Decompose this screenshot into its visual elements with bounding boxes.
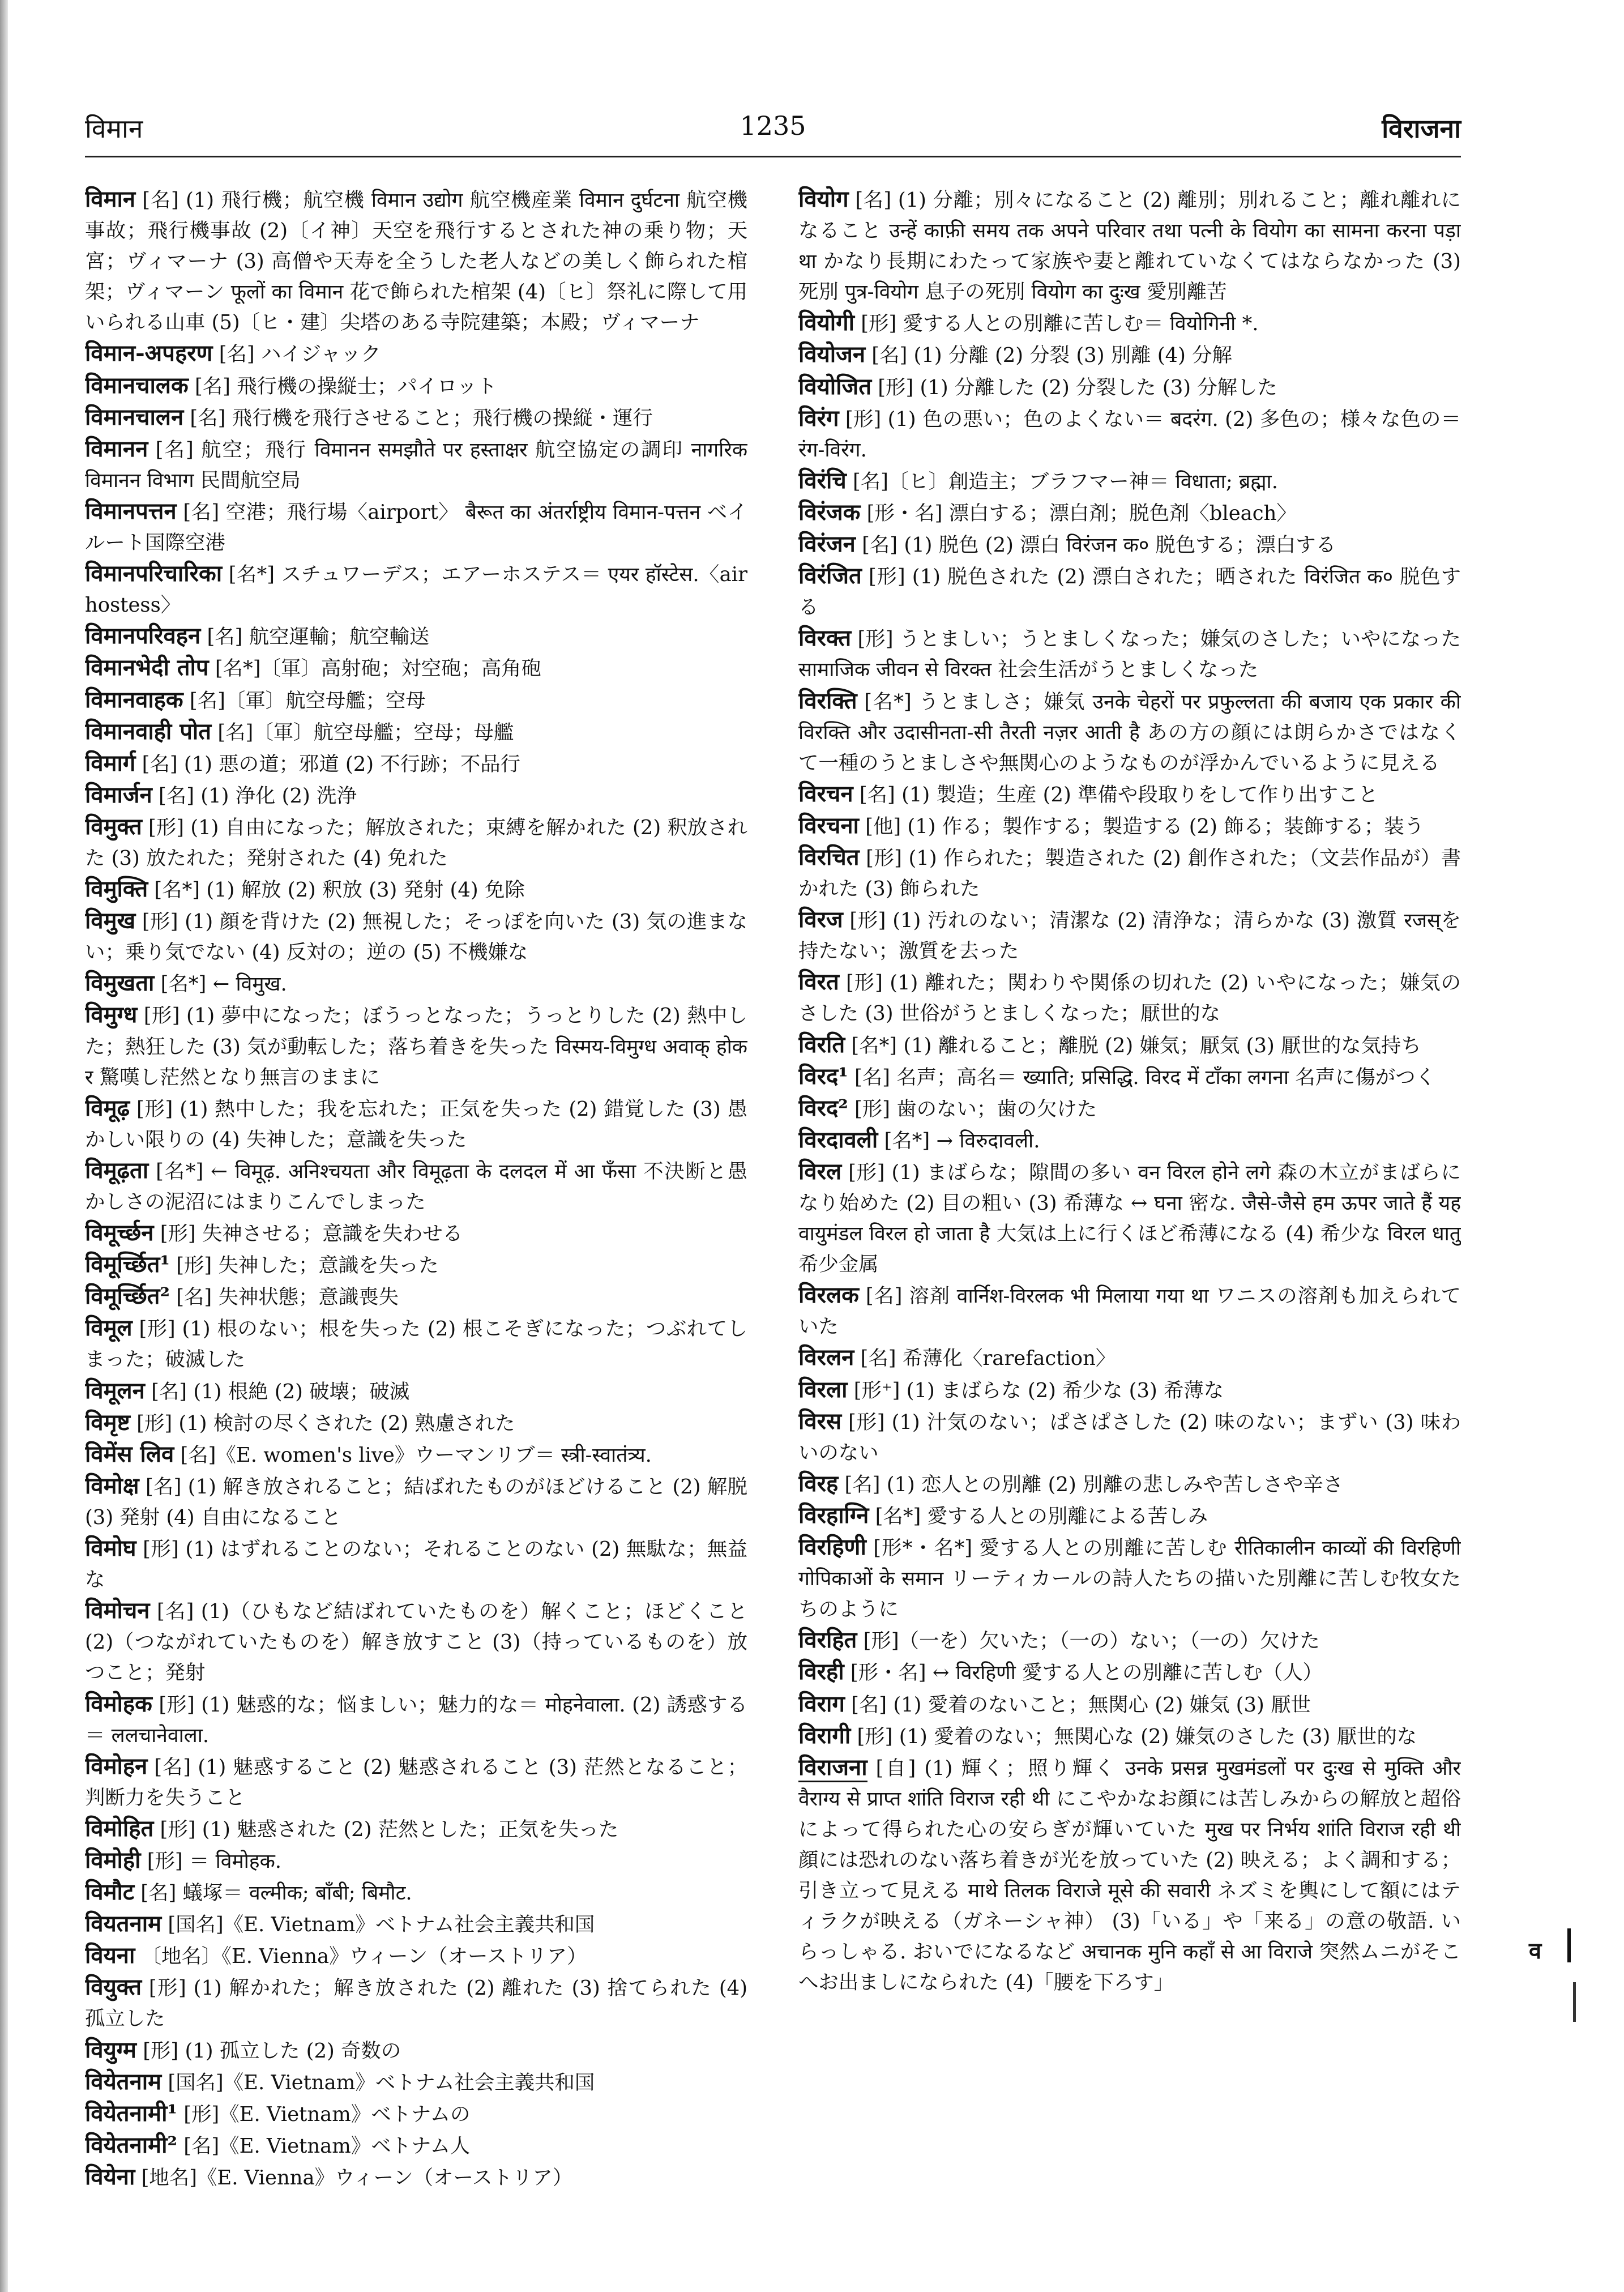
dictionary-entry <box>85 1093 747 1155</box>
dictionary-entry <box>85 1877 747 1909</box>
definition: [地名]《E. Vienna》ウィーン（オーストリア） <box>141 2166 573 2189</box>
dictionary-entry <box>85 968 747 1000</box>
definition: [形・名] ↔ विरहिणी 愛する人との別離に苦しむ（人） <box>850 1661 1323 1685</box>
headword: विरहित <box>798 1627 857 1654</box>
definition: [名] (1) 分離；別々になること (2) 離別；別れること；離れ離れになること उन्हें काफ़ी समय तक अपने परिवार तथा पत्नी के वियोग का सामना करना पड़ा था かなり長期にわたって家族や妻と離れていなくてはならなかった (3) 死別 पुत्र-वियोग 息子の死別 वियोग का दुःख 愛別離苦 <box>798 189 1461 304</box>
margin-mark-bar <box>1567 1928 1571 1962</box>
dictionary-entry <box>85 338 747 370</box>
page-number: 1235 <box>740 110 806 141</box>
dictionary-entry <box>798 184 1461 308</box>
headword: विमान-अपहरण <box>85 340 213 367</box>
dictionary-entry <box>85 1249 747 1281</box>
right-column <box>798 184 1461 2257</box>
headword: विमुखता <box>85 970 155 997</box>
definition: [形] (1) 魅惑的な；悩ましい；魅力的な＝ मोहनेवाला. (2) 誘惑する＝ ललचानेवाला. <box>85 1693 747 1747</box>
headword: वियेतनामी² <box>85 2131 177 2158</box>
page-header <box>85 110 1461 150</box>
definition: [形・名] 漂白する；漂白剤；脱色剤〈bleach〉 <box>866 501 1297 525</box>
headword: वियेतनाम <box>85 2068 162 2095</box>
headword: विरचना <box>798 812 859 839</box>
definition: [名] (1) 飛行機；航空機 विमान उद्योग 航空機産業 विमान दुर्घटना 航空機事故；飛行機事故 (2)〔イ神〕天空を飛行するとされた神の乗り物；天宮；ヴィマーナ (3) 高僧や天寿を全うした老人などの美しく飾られた棺架；ヴィマーン फूलों का विमान 花で飾られた棺架 (4)〔ヒ〕祭礼に際して用いられる山車 (5)〔ヒ・建〕尖塔のある寺院建築；本殿；ヴィマーナ <box>85 189 747 335</box>
scan-edge <box>0 0 8 2292</box>
headword: विमूलन <box>85 1377 145 1404</box>
dictionary-entry <box>798 308 1461 339</box>
definition: [形] (1) 離れた；関わりや関係の切れた (2) いやになった；嫌気のさした (3) 世俗がうとましくなった；厭世的な <box>798 971 1461 1026</box>
headword: विमूर्च्छित² <box>85 1283 170 1310</box>
definition: [形] 歯のない；歯の欠けた <box>854 1097 1097 1121</box>
dictionary-entry <box>85 2035 747 2067</box>
definition: [名] (1) 脱色 (2) 漂白 विरंजन क० 脱色する；漂白する <box>862 533 1336 557</box>
headword: विमूर्च्छन <box>85 1219 154 1247</box>
dictionary-entry <box>85 1813 747 1845</box>
running-head-right: विराजना <box>1382 113 1461 144</box>
definition: [名]《E. Vietnam》ベトナム人 <box>183 2134 471 2158</box>
definition: [名]〔ヒ〕創造主；ブラフマー神＝ विधाता; ब्रह्मा. <box>852 470 1278 493</box>
definition: [形] 失神した；意識を失った <box>176 1254 439 1278</box>
dictionary-entry <box>798 497 1461 529</box>
headword: वियतनाम <box>85 1910 162 1937</box>
definition: [自] (1) 輝く；照り輝く उनके प्रसन्न मुखमंडलों पर दुःख से मुक्ति और वैराग्य से प्राप्त शांति विराज रही थी にこやかなお顔には苦しみからの解放と超俗によって得られた心の安らぎが輝いていた मुख पर निर्भय शांति विराज रही थी 顔には恐れのない落ち着きが光を放っていた (2) 映える；よく調和する；引き立って見える माथे तिलक विराजे मूसे की सवारी ネズミを輿にして額にはティラクが映える（ガネーシャ神） (3)「いる」や「来る」の意の敬語. いらっしゃる. おいでになるなど अचानक मुनि कहाँ से आ विराजे 突然ムニがそこへお出ましになられた (4)「腰を下ろす」 <box>798 1756 1461 1995</box>
headword: विरंग <box>798 404 839 432</box>
headword: विरल <box>798 1158 842 1185</box>
margin-mark-bar <box>1573 1982 1576 2022</box>
dictionary-entry <box>798 1406 1461 1469</box>
definition: [形] 失神させる；意識を失わせる <box>160 1222 463 1246</box>
definition: [名] (1)（ひもなど結ばれていたものを）解くこと；ほどくこと (2)（つながれていたものを）解き放すこと (3)（持っているものを）放つこと；発射 <box>85 1600 747 1685</box>
headword: विरह <box>798 1470 839 1497</box>
headword: विमोहित <box>85 1815 154 1842</box>
headword: विमूढ़ता <box>85 1156 149 1184</box>
dictionary-entry <box>85 716 747 748</box>
dictionary-entry <box>798 1532 1461 1625</box>
definition: 〔地名〕《E. Vienna》ウィーン（オーストリア） <box>141 1945 587 1969</box>
dictionary-entry <box>798 1657 1461 1688</box>
definition: [形] 愛する人との別離に苦しむ＝ वियोगिनी *. <box>861 312 1259 336</box>
running-head-left: विमान <box>85 113 143 144</box>
headword: विमार्जन <box>85 781 152 808</box>
dictionary-entry <box>798 372 1461 403</box>
definition: [名*] ← विमुख. <box>160 972 287 996</box>
definition: [名] (1) 愛着のないこと；無関心 (2) 嫌気 (3) 厭世 <box>851 1693 1311 1717</box>
headword: वियुग्म <box>85 2036 136 2063</box>
definition: [名] 飛行機の操縦士；パイロット <box>194 374 497 398</box>
dictionary-entry <box>85 2162 747 2193</box>
dictionary-entry <box>85 2130 747 2162</box>
definition: [名] 希薄化〈rarefaction〉 <box>860 1347 1116 1371</box>
headword: विमेंस लिव <box>85 1440 174 1467</box>
headword: विरहिणी <box>798 1534 866 1561</box>
margin-note: व <box>1529 1937 1542 1964</box>
dictionary-entry <box>85 1376 747 1407</box>
dictionary-entry <box>798 842 1461 904</box>
headword: विरक्त <box>798 625 852 652</box>
dictionary-entry <box>798 1280 1461 1342</box>
headword: विमोचन <box>85 1597 150 1624</box>
definition: [形*・名*] 愛する人との別離に苦しむ रीतिकालीन काव्यों की विरहिणी गोपिकाओं के समान リーティカールの詩人たちの描いた別離に苦しむ牧女たちのように <box>798 1536 1461 1621</box>
headword: विरलक <box>798 1282 859 1309</box>
dictionary-entry <box>85 748 747 780</box>
definition: [名] (1) 解き放されること；結ばれたものがほどけること (2) 解脱 (3) 発射 (4) 自由になること <box>85 1475 747 1529</box>
dictionary-entry <box>85 1595 747 1688</box>
dictionary-entry <box>85 906 747 968</box>
definition: [名]〔軍〕航空母艦；空母 <box>189 689 426 712</box>
dictionary-entry <box>85 2098 747 2130</box>
headword: विमान <box>85 186 136 212</box>
headword: विमानवाही पोत <box>85 718 212 745</box>
definition: [名] 空港；飛行場〈airport〉 बैरूत का अंतर्राष्ट्रीय विमान-पत्तन ベイルート国際空港 <box>85 500 747 555</box>
headword: विमृष्ट <box>85 1409 130 1436</box>
dictionary-entry <box>798 1752 1461 1999</box>
dictionary-entry <box>85 1155 747 1218</box>
dictionary-entry <box>85 370 747 402</box>
headword: विमुक्ति <box>85 876 148 903</box>
dictionary-entry <box>798 967 1461 1029</box>
headword: विमानपरिवहन <box>85 622 201 650</box>
headword: विमानचालन <box>85 403 184 430</box>
definition: [形] (1) 夢中になった；ぼうっとなった；うっとりした (2) 熱中した；熱狂した (3) 気が動転した；落ち着きを失った विस्मय-विमुग्ध अवाक् होकर 驚嘆し茫然となり無言のままに <box>85 1004 747 1089</box>
headword: वियोजित <box>798 373 871 400</box>
dictionary-entry <box>85 434 747 496</box>
definition: [名*] うとましさ；嫌気 उनके चेहरों पर प्रफुल्लता की बजाय एक प्रकार की विरक्ति और उदासीनता-सी तैरती नज़र आती है あの方の顔には朗らかさではなくて一種のうとましさや無関心のようなものが浮かんでいるように見える <box>798 690 1461 775</box>
definition: [名*] (1) 解放 (2) 釈放 (3) 発射 (4) 免除 <box>154 878 525 902</box>
dictionary-entry <box>85 621 747 652</box>
definition: [形] (1) まばらな；隙間の多い वन विरल होने लगे 森の木立がまばらになり始めた (2) 目の粗い (3) 希薄な ↔ घना 密な. जैसे-जैसे हम ऊपर जाते हैं यह वायुमंडल विरल हो जाता है 大気は上に行くほど希薄になる (4) 希少な विरल धातु 希少金属 <box>798 1160 1461 1277</box>
definition: [名*] → विरुदावली. <box>884 1129 1040 1153</box>
dictionary-entry <box>798 1156 1461 1280</box>
headword: विरत <box>798 968 839 996</box>
definition: [形] (1) 脱色された (2) 漂白された；晒された विरंजित क० 脱色する <box>798 565 1461 620</box>
headword: विरद² <box>798 1094 848 1121</box>
definition: [名] (1) 悪の道；邪道 (2) 不行跡；不品行 <box>142 752 520 776</box>
headword: विरही <box>798 1658 844 1685</box>
dictionary-entry <box>85 1533 747 1595</box>
dictionary-entry <box>85 1218 747 1249</box>
definition: [形]《E. Vietnam》ベトナムの <box>183 2102 471 2126</box>
headword: विमानन <box>85 435 148 462</box>
definition: [形] (1) 解かれた；解き放された (2) 離れた (3) 捨てられた (4) 孤立した <box>85 1977 747 2031</box>
headword: वियोगी <box>798 309 855 336</box>
definition: [形] (1) 汁気のない；ぱさぱさした (2) 味のない；まずい (3) 味わいのない <box>798 1410 1461 1465</box>
headword: विरंचि <box>798 467 847 494</box>
dictionary-entry <box>85 1281 747 1313</box>
definition: [形⁺] (1) まばらな (2) 希少な (3) 希薄な <box>853 1378 1224 1402</box>
definition: [名] (1) 浄化 (2) 洗浄 <box>159 784 357 808</box>
dictionary-entry <box>85 1471 747 1533</box>
headword: विरागी <box>798 1722 851 1749</box>
dictionary-entry <box>85 1313 747 1375</box>
definition: [名*] (1) 離れること；離脱 (2) 嫌気；厭気 (3) 厭世的な気持ち <box>851 1034 1421 1057</box>
definition: [名] 名声；高名＝ ख्याति; प्रसिद्धि. विरद में टाँका लगना 名声に傷がつく <box>854 1065 1435 1089</box>
dictionary-entry <box>85 1689 747 1751</box>
dictionary-entry <box>798 561 1461 623</box>
dictionary-entry <box>85 1940 747 1972</box>
headword: विमूढ़ <box>85 1094 130 1121</box>
dictionary-entry <box>798 1061 1461 1093</box>
headword: विरंजक <box>798 498 861 526</box>
headword: विमानपत्तन <box>85 497 177 524</box>
headword: विमोघ <box>85 1535 136 1562</box>
definition: [形] (1) 汚れのない；清潔な (2) 清浄な；清らかな (3) 激質 रजस्を持たない；激質を去った <box>798 909 1461 963</box>
dictionary-entry <box>798 1625 1461 1657</box>
dictionary-entry <box>85 780 747 812</box>
definition: [形] (1) 魅惑された (2) 茫然とした；正気を失った <box>160 1817 619 1841</box>
dictionary-entry <box>798 1721 1461 1752</box>
definition: [形] (1) 色の悪い；色のよくない＝ बदरंग. (2) 多色の；様々な色の＝ रंग-विरंग. <box>798 407 1461 462</box>
dictionary-entry <box>798 779 1461 810</box>
definition: [名*] ← विमूढ़. अनिश्चयता और विमूढ़ता के दलदल में आ फँसा 不決断と愚かしさの泥沼にはまりこんでしまった <box>85 1159 747 1214</box>
definition: [形] (1) 愛着のない；無関心な (2) 嫌気のさした (3) 厭世的な <box>857 1725 1417 1748</box>
definition: [国名]《E. Vietnam》ベトナム社会主義共和国 <box>168 2071 595 2094</box>
dictionary-entry <box>85 685 747 716</box>
headword: विमूर्च्छित¹ <box>85 1251 170 1278</box>
dictionary-entry <box>798 623 1461 685</box>
definition: [名] 失神状態；意識喪失 <box>176 1286 399 1309</box>
dictionary-entry <box>798 1093 1461 1125</box>
definition: [国名]《E. Vietnam》ベトナム社会主義共和国 <box>168 1913 595 1937</box>
headword: विमौट <box>85 1879 135 1906</box>
definition: [他] (1) 作る；製作する；製造する (2) 飾る；装飾する；装う <box>865 814 1425 838</box>
dictionary-entry <box>85 652 747 684</box>
headword: विमार्ग <box>85 749 136 776</box>
headword: विराजना <box>798 1754 867 1782</box>
definition: [形] (1) 自由になった；解放された；束縛を解かれた (2) 釈放された (3) 放たれた；発射された (4) 免れた <box>85 816 747 870</box>
dictionary-entry <box>85 874 747 906</box>
headword: विमूल <box>85 1314 133 1342</box>
headword: विमोहन <box>85 1752 148 1779</box>
dictionary-entry <box>798 1342 1461 1374</box>
definition: [名*] 愛する人との別離による苦しみ <box>875 1504 1208 1528</box>
dictionary-entry <box>798 466 1461 497</box>
dictionary-entry <box>85 2067 747 2098</box>
definition: [形] (1) 孤立した (2) 奇数の <box>143 2039 401 2063</box>
definition: [名] (1) 魅惑すること (2) 魅惑されること (3) 茫然となること；判断力を失うこと <box>85 1755 747 1809</box>
dictionary-entry <box>85 1000 747 1092</box>
headword: विमानवाहक <box>85 686 183 713</box>
headword: विरला <box>798 1376 848 1403</box>
dictionary-entry <box>85 1439 747 1471</box>
definition: [名] (1) 恋人との別離 (2) 別離の悲しみや苦しさや辛さ <box>844 1472 1344 1496</box>
definition: [形]（一を）欠いた；（一の）ない；（一の）欠けた <box>863 1629 1320 1653</box>
headword: विरलन <box>798 1344 854 1371</box>
dictionary-entry <box>798 529 1461 561</box>
dictionary-entry <box>85 1972 747 2034</box>
definition: [名*]〔軍〕高射砲；対空砲；高角砲 <box>215 657 542 681</box>
dictionary-entry <box>798 1030 1461 1061</box>
dictionary-entry <box>798 1469 1461 1500</box>
headword: विमुख <box>85 907 136 934</box>
headword: विमुग्ध <box>85 1001 138 1028</box>
headword: वियुक्त <box>85 1974 142 2001</box>
dictionary-entry <box>85 496 747 558</box>
headword: वियेतनामी¹ <box>85 2099 177 2127</box>
headword: विराग <box>798 1690 845 1717</box>
headword: विरक्ति <box>798 687 857 714</box>
headword: वियना <box>85 1942 135 1969</box>
definition: [名] 飛行機を飛行させること；飛行機の操縦・運行 <box>190 406 653 430</box>
definition: [名*] スチュワーデス；エアーホステス＝ एयर हॉस्टेस.〈air hostess〉 <box>85 563 747 617</box>
dictionary-entry <box>798 339 1461 371</box>
dictionary-entry <box>85 402 747 434</box>
definition: [形] (1) 作られた；製造された (2) 創作された；（文芸作品が）書かれた (3) 飾られた <box>798 846 1461 901</box>
headword: वियेना <box>85 2163 135 2190</box>
definition: [名] 蟻塚＝ वल्मीक; बाँबी; बिमौट. <box>140 1881 412 1905</box>
definition: [名] (1) 製造；生産 (2) 準備や段取りをして作り出すこと <box>859 783 1378 806</box>
definition: [名] (1) 分離 (2) 分裂 (3) 別離 (4) 分解 <box>871 344 1232 368</box>
left-column <box>85 184 747 2257</box>
dictionary-entry <box>85 1751 747 1813</box>
definition: [形] (1) 顔を背けた (2) 無視した；そっぽを向いた (3) 気の進まない；乗り気でない (4) 反対の；逆の (5) 不機嫌な <box>85 910 747 964</box>
headword: विमोही <box>85 1846 141 1873</box>
headword: विरद¹ <box>798 1062 848 1090</box>
dictionary-entry <box>798 1689 1461 1721</box>
headword: विरंजित <box>798 562 862 590</box>
headword: विरति <box>798 1031 845 1058</box>
dictionary-entry <box>85 1845 747 1877</box>
definition: [形] うとましい；うとましくなった；嫌気のさした；いやになった सामाजिक जीवन से विरक्त 社会生活がうとましくなった <box>798 628 1461 682</box>
headword: विरस <box>798 1407 841 1435</box>
headword: विमुक्त <box>85 813 142 840</box>
headword: विरदावली <box>798 1126 878 1153</box>
headword: विरचन <box>798 780 853 807</box>
dictionary-entry <box>85 1407 747 1439</box>
dictionary-entry <box>85 184 747 338</box>
headword: विमानभेदी तोप <box>85 654 209 681</box>
definition: [名] ハイジャック <box>219 343 381 366</box>
headword: विरहाग्नि <box>798 1501 869 1529</box>
headword: वियोजन <box>798 341 866 368</box>
headword: विमानपरिचारिका <box>85 560 223 587</box>
definition: [形] ＝ विमोहक. <box>147 1849 282 1873</box>
dictionary-entry <box>798 1375 1461 1406</box>
definition: [名] (1) 根絶 (2) 破壊；破滅 <box>151 1380 410 1403</box>
headword: विरज <box>798 906 843 933</box>
definition: [形] (1) はずれることのない；それることのない (2) 無駄な；無益な <box>85 1538 747 1592</box>
definition: [形] (1) 根のない；根を失った (2) 根こそぎになった；つぶれてしまった；破滅した <box>85 1317 747 1372</box>
headword: विमोक्ष <box>85 1472 139 1499</box>
definition: [名] 溶剤 वार्निश-विरलक भी मिलाया गया था ワニスの溶剤も加えられていた <box>798 1284 1461 1339</box>
dictionary-entry <box>798 1125 1461 1156</box>
dictionary-entry <box>798 686 1461 779</box>
header-rule <box>85 156 1461 157</box>
dictionary-entry <box>85 1909 747 1940</box>
dictionary-entry <box>85 812 747 874</box>
headword: विमोहक <box>85 1690 152 1717</box>
dictionary-entry <box>798 904 1461 967</box>
headword: वियोग <box>798 186 849 212</box>
dictionary-entry <box>85 558 747 621</box>
definition: [名] 航空運輸；航空輸送 <box>207 625 430 649</box>
definition: [形] (1) 分離した (2) 分裂した (3) 分解した <box>878 375 1277 399</box>
definition: [形] (1) 検討の尽くされた (2) 熟慮された <box>136 1411 515 1435</box>
dictionary-entry <box>798 403 1461 466</box>
definition: [名] 航空；飛行 विमानन समझौते पर हस्ताक्षर 航空協定の調印 नागरिक विमानन विभाग 民間航空局 <box>85 438 747 492</box>
definition: [形] (1) 熱中した；我を忘れた；正気を失った (2) 錯覚した (3) 愚かしい限りの (4) 失神した；意識を失った <box>85 1097 747 1151</box>
headword: विरचित <box>798 843 860 870</box>
dictionary-entry <box>798 810 1461 842</box>
definition: [名]《E. women's live》ウーマンリブ＝ स्त्री-स्वातंत्र्य. <box>180 1443 652 1467</box>
headword: विमानचालक <box>85 372 189 399</box>
dictionary-entry <box>798 1500 1461 1532</box>
definition: [名]〔軍〕航空母艦；空母；母艦 <box>217 720 514 744</box>
headword: विरंजन <box>798 531 856 558</box>
